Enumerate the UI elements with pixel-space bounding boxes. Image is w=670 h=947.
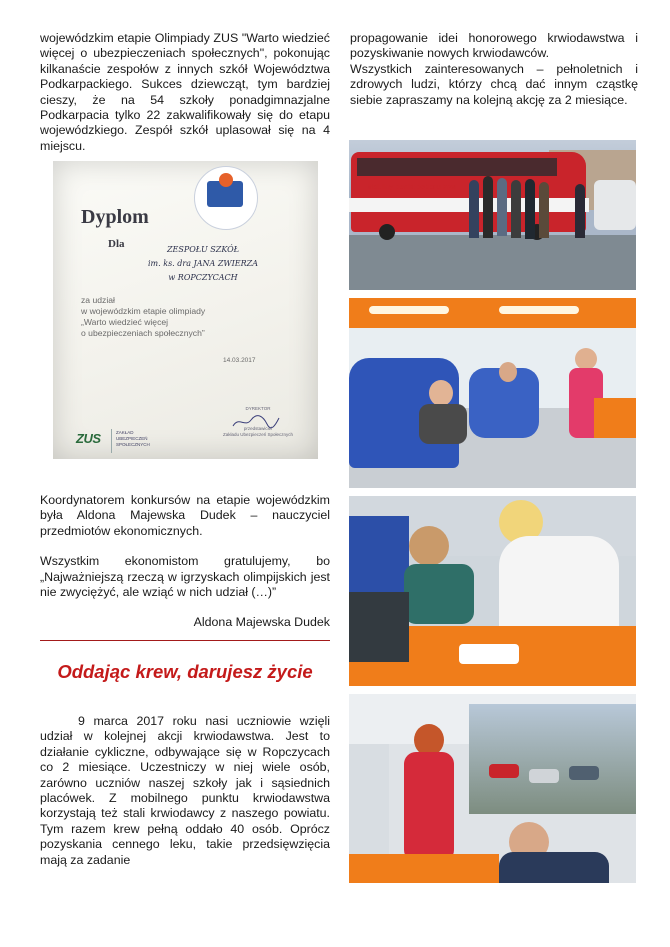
photo-blood-bus — [349, 140, 636, 290]
article-body-column — [40, 714, 330, 868]
diploma-title: Dyplom — [81, 206, 149, 228]
olympiad-logo-icon — [194, 166, 258, 230]
handwritten-signature-icon — [231, 414, 281, 430]
diploma-text-line: za udział — [81, 295, 115, 305]
section-divider — [40, 640, 330, 641]
recipient-line: im. ks. dra JANA ZWIERZA — [148, 259, 258, 268]
diploma-photo — [53, 161, 318, 459]
recipient-line: w ROPCZYCACH — [168, 273, 238, 282]
signature-caption: przedstawiciel — [243, 426, 273, 431]
zus-caption-line: UBEZPIECZEŃ — [116, 436, 148, 441]
logo-divider — [111, 429, 112, 453]
nurse — [404, 752, 454, 862]
article-headline: Oddając krew, darujesz życie — [57, 661, 313, 682]
left-column-middle — [40, 493, 330, 631]
coordinator-paragraph: Koordynatorem konkursów na etapie wojewódzkim była Aldona Majewska Dudek – nauczyciel przedmiotów ekonomicznych. — [40, 493, 330, 538]
photo-nurse-bus — [349, 694, 636, 883]
photo-nurse-donor — [349, 496, 636, 686]
article-body: 9 marca 2017 roku nasi uczniowie wzięli udział w kolejnej akcji krwiodawstwa. Jest to działanie cykliczne, odbywające się w Ropczycach co 2 miesiące. Uczestniczy w niej wiele osób, zarówno uczniów naszej szkoły jak i sąsiednich placówek. Z mobilnego punktu krwiodawstwa korzystają też stali krwiodawcy z naszego powiatu. Tym razem krew pełną oddało 40 osób. Oprócz pozyskania cennego leku, takie przedsięwzięcia mają za zadanie — [40, 714, 330, 867]
intro-paragraph: wojewódzkim etapie Olimpiady ZUS "Warto wiedzieć więcej o ubezpieczeniach społecznych", pokonując kilkanaście zespołów z innych szkół Województwa Podkarpackiego. Sukces dziewcząt, tym bardziej cieszy, że na 54 szkoły ponadgimnazjalne Podkarpacia tylko 22 zakwalifikowały się do etapu wojewódzkiego. Zespół szkół uplasował się na 4 miejscu. — [40, 31, 330, 153]
right-column-top — [350, 31, 638, 108]
diploma-text-line: „Warto wiedzieć więcej — [81, 317, 169, 327]
diploma-date: 14.03.2017 — [223, 357, 256, 364]
article-invitation: Wszystkich zainteresowanych – pełnoletnich i zdrowych ludzi, którzy chcą dać innym cząstkę siebie zapraszamy na kolejną akcję za 2 miesiące. — [350, 61, 638, 107]
signature-caption: Zakładu Ubezpieczeń Społecznych — [222, 432, 294, 437]
recipient-line: ZESPOŁU SZKÓŁ — [166, 245, 240, 254]
photo-donors — [349, 298, 636, 488]
author-signature: Aldona Majewska Dudek — [193, 615, 330, 630]
laptop-icon — [349, 592, 409, 662]
zus-caption-line: SPOŁECZNYCH — [116, 442, 150, 447]
diploma-text-line: w wojewódzkim etapie olimpiady — [81, 306, 206, 316]
article-continuation: propagowanie idei honorowego krwiodawstwa i pozyskiwanie nowych krwiodawców. — [350, 31, 638, 61]
diploma-dla: Dla — [108, 238, 125, 250]
zus-logo-icon: ZUS — [76, 431, 101, 446]
diploma-text-line: o ubezpieczeniach społecznych” — [81, 328, 205, 338]
diploma-text — [81, 295, 286, 339]
zus-caption-line: ZAKŁAD — [116, 430, 134, 435]
signature-title: DYREKTOR — [245, 406, 271, 411]
diploma-recipient — [128, 243, 278, 285]
left-column-top — [40, 31, 330, 154]
congrats-paragraph: Wszystkim ekonomistom gratulujemy, bo „Najważniejszą rzeczą w igrzyskach olimpijskich jest nie zwyciężyć, ale wziąć w nich udział (…)” — [40, 554, 330, 600]
zus-logo-caption — [116, 430, 166, 448]
bus-sign-text: Mobilny punkt poboru krwi — [367, 184, 457, 191]
